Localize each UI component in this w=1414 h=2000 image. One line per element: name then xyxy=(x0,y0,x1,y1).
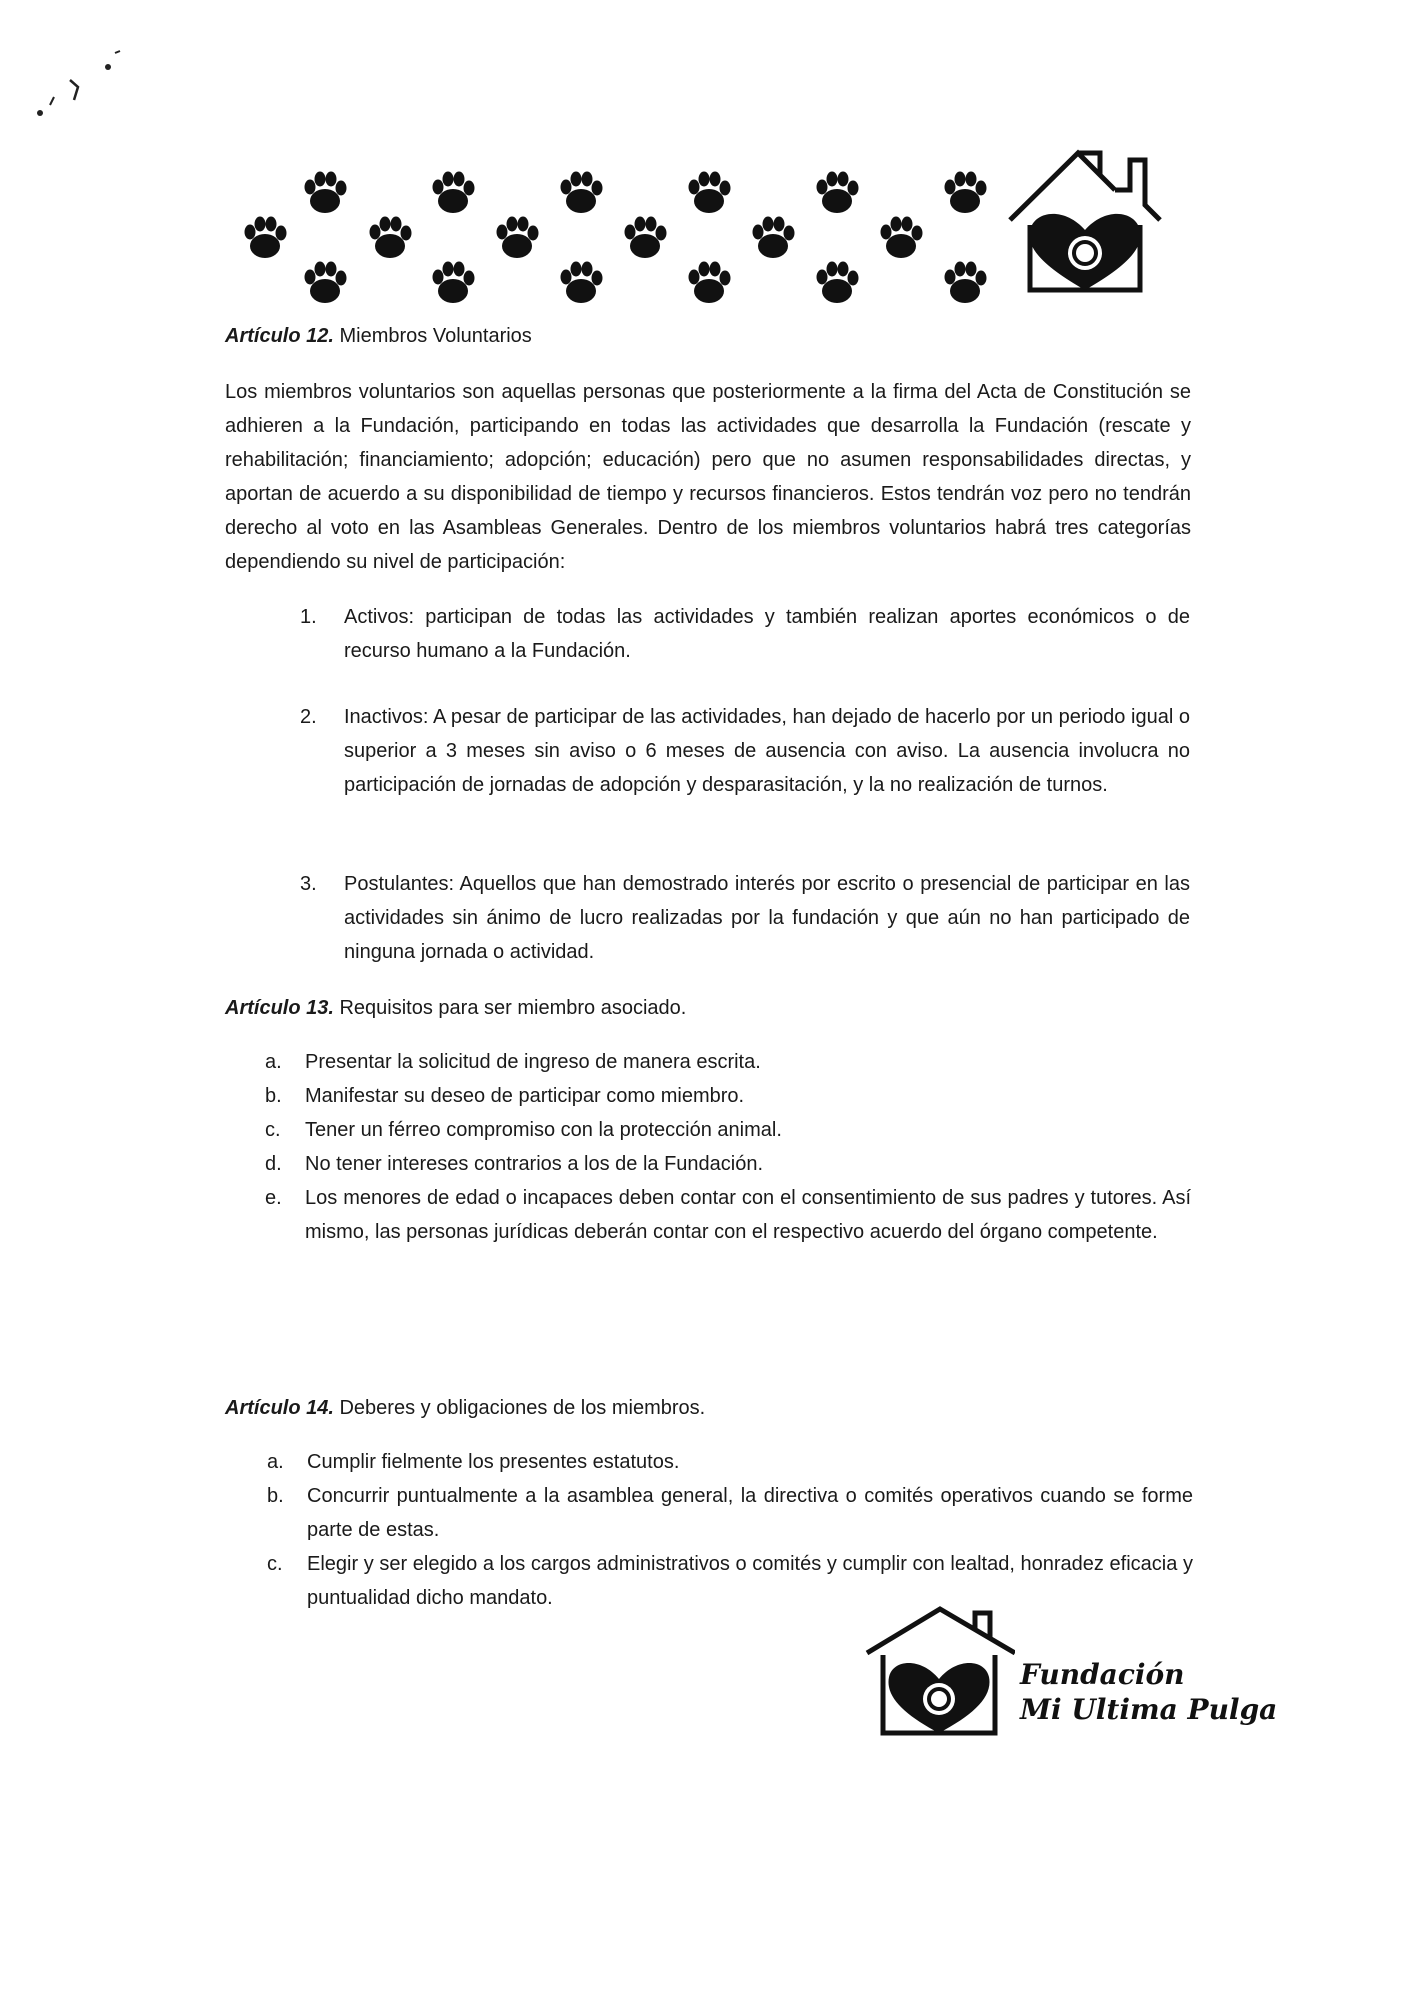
article-title: Miembros Voluntarios xyxy=(339,325,532,347)
paw-print-icon xyxy=(433,262,475,304)
paw-row-middle xyxy=(245,217,923,259)
paw-print-icon xyxy=(817,172,859,214)
paw-print-icon xyxy=(245,217,287,259)
paw-print-icon xyxy=(561,172,603,214)
list-marker: e. xyxy=(265,1187,282,1209)
article-12-heading xyxy=(225,323,532,349)
paw-print-icon xyxy=(305,262,347,304)
paw-banner xyxy=(225,140,1175,325)
article-number: Artículo 12. xyxy=(225,325,334,347)
paw-print-icon xyxy=(625,217,667,259)
list-marker: d. xyxy=(265,1153,282,1175)
article-14-heading xyxy=(225,1395,705,1421)
article-number: Artículo 14. xyxy=(225,1397,334,1419)
list-marker: b. xyxy=(265,1085,282,1107)
paw-print-icon xyxy=(561,262,603,304)
list-item-text: Concurrir puntualmente a la asamblea general, la directiva o comités operativos cuando se forme parte de estas. xyxy=(307,1485,1193,1541)
list-item xyxy=(265,1113,1191,1147)
list-marker: b. xyxy=(267,1485,284,1507)
paw-print-icon xyxy=(817,262,859,304)
list-marker: a. xyxy=(265,1051,282,1073)
foundation-name-line-1: Fundación xyxy=(1020,1658,1185,1691)
article-number: Artículo 13. xyxy=(225,997,334,1019)
list-marker: 2. xyxy=(300,706,317,728)
paw-print-icon xyxy=(370,217,412,259)
scan-mark xyxy=(30,45,140,125)
paw-print-icon xyxy=(689,172,731,214)
paw-row-bottom xyxy=(305,262,987,304)
footer-logo xyxy=(865,1605,1295,1740)
list-item xyxy=(265,1147,1191,1181)
list-item xyxy=(265,1181,1191,1249)
paw-print-icon xyxy=(689,262,731,304)
list-item-text: Manifestar su deseo de participar como miembro. xyxy=(305,1085,745,1107)
paw-print-icon xyxy=(945,172,987,214)
list-item-text: Presentar la solicitud de ingreso de manera escrita. xyxy=(305,1051,761,1073)
article-12-paragraph: Los miembros voluntarios son aquellas personas que posteriormente a la firma del Acta de Constitución se adhieren a la Fundación, participando en todas las actividades que desarrolla la Fundación (rescate y rehabilitación; financiamiento; adopción; educación) pero que no asumen responsabilidades directas, y aportan de acuerdo a su disponibilidad de tiempo y recursos financieros. Estos tendrán voz pero no tendrán derecho al voto en las Asambleas Generales. Dentro de los miembros voluntarios habrá tres categorías dependiendo su nivel de participación: xyxy=(225,381,1191,573)
list-item-text: Inactivos: A pesar de participar de las actividades, han dejado de hacerlo por un periodo igual o superior a 3 meses sin aviso o 6 meses de ausencia con aviso. La ausencia involucra no participación de jornadas de adopción y desparasitación, y la no realización de turnos. xyxy=(344,706,1190,796)
article-13-heading xyxy=(225,995,686,1021)
article-title: Requisitos para ser miembro asociado. xyxy=(339,997,687,1019)
paw-print-icon xyxy=(753,217,795,259)
list-item-text: Activos: participan de todas las actividades y también realizan aportes económicos o de recurso humano a la Fundación. xyxy=(344,606,1190,662)
list-item-text: No tener intereses contrarios a los de la Fundación. xyxy=(305,1153,764,1175)
list-item xyxy=(265,1079,1191,1113)
list-item xyxy=(267,1479,1193,1547)
list-item xyxy=(300,867,1190,969)
paw-print-icon xyxy=(497,217,539,259)
list-item-text: Elegir y ser elegido a los cargos administrativos o comités y cumplir con lealtad, honradez eficacia y puntualidad dicho mandato. xyxy=(307,1553,1193,1609)
paw-print-icon xyxy=(305,172,347,214)
list-item xyxy=(300,700,1190,802)
list-item-text: Cumplir fielmente los presentes estatutos. xyxy=(307,1451,680,1473)
list-marker: 3. xyxy=(300,873,317,895)
list-item-text: Los menores de edad o incapaces deben contar con el consentimiento de sus padres y tutores. Así mismo, las personas jurídicas deberán contar con el respectivo acuerdo del órgano competente. xyxy=(305,1187,1191,1243)
foundation-name-line-2: Mi Ultima Pulga xyxy=(1020,1693,1278,1726)
paw-print-icon xyxy=(945,262,987,304)
house-heart-logo-icon xyxy=(865,1605,1015,1740)
list-item-text: Postulantes: Aquellos que han demostrado interés por escrito o presencial de participar en las actividades sin ánimo de lucro realizadas por la fundación y que aún no han participado de ninguna jornada o actividad. xyxy=(344,873,1190,963)
article-title: Deberes y obligaciones de los miembros. xyxy=(339,1397,706,1419)
list-item xyxy=(300,600,1190,668)
list-marker: c. xyxy=(267,1553,283,1575)
list-item xyxy=(267,1445,1193,1479)
list-item-text: Tener un férreo compromiso con la protección animal. xyxy=(305,1119,782,1141)
house-heart-logo-icon xyxy=(1010,153,1160,290)
list-item xyxy=(265,1045,1191,1079)
list-marker: a. xyxy=(267,1451,284,1473)
paw-print-icon xyxy=(881,217,923,259)
paw-row-top xyxy=(305,172,987,214)
list-marker: 1. xyxy=(300,606,317,628)
list-marker: c. xyxy=(265,1119,281,1141)
paw-print-icon xyxy=(433,172,475,214)
